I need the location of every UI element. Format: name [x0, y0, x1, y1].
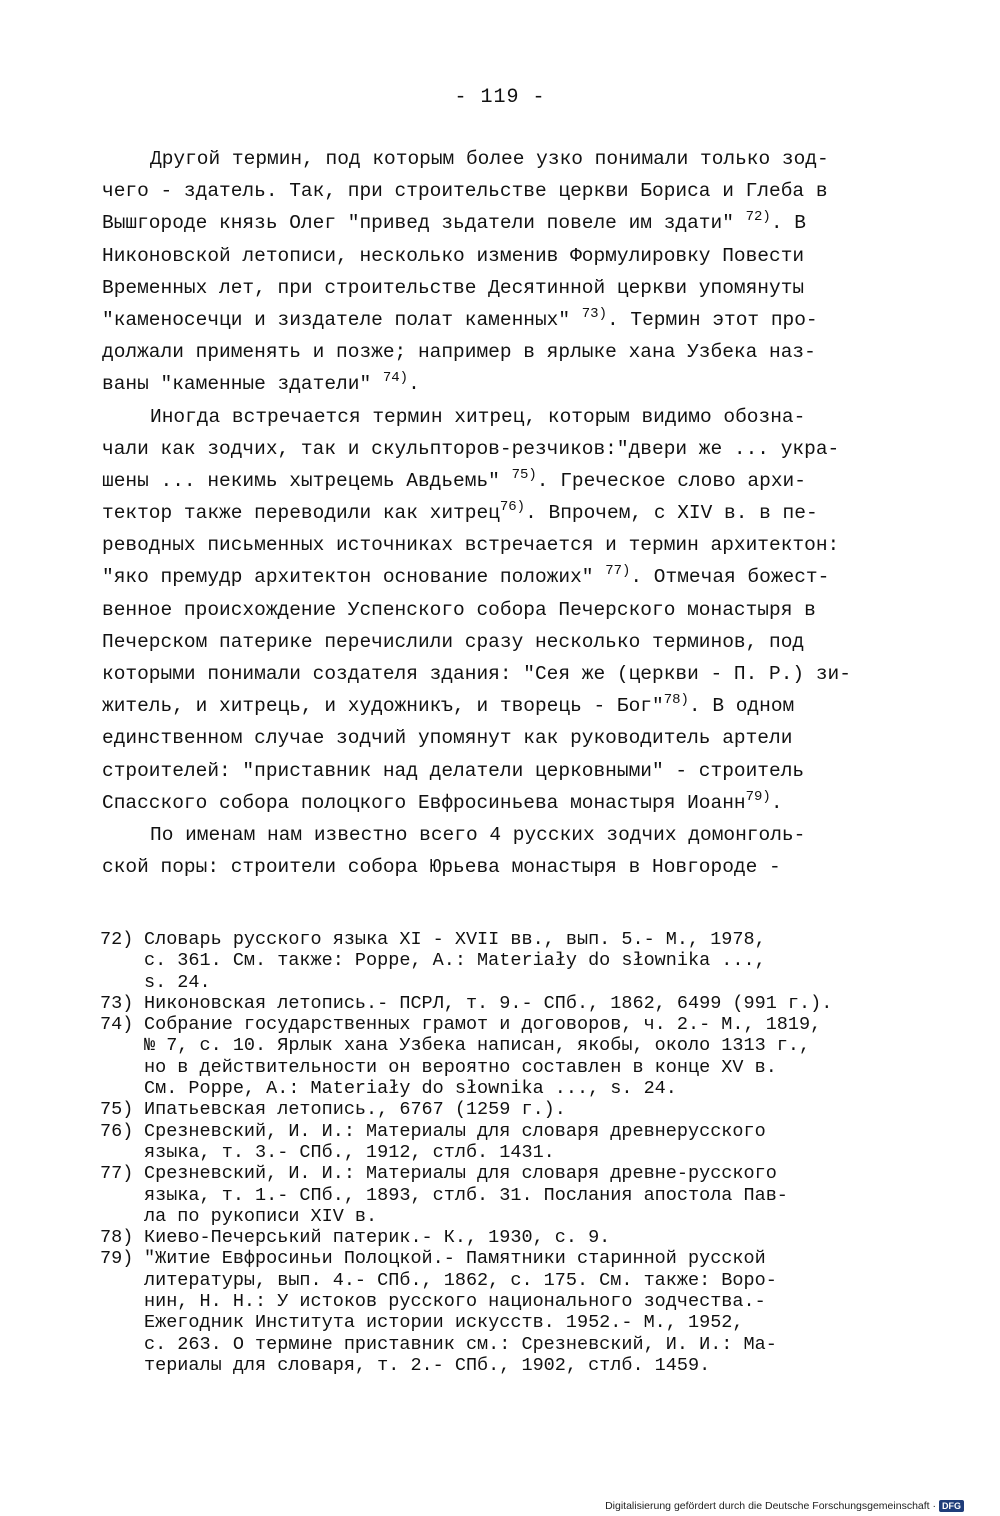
- footnote-line: Ежегодник Института истории искусств. 1952.- М., 1952,: [144, 1312, 744, 1334]
- footnote: [100, 1014, 920, 1099]
- text-line: [102, 304, 902, 336]
- footnote-reference: 73): [581, 305, 607, 322]
- text-line-content: строителей: "приставник над делатели церковными" - строитель: [102, 759, 805, 782]
- footnote: [100, 993, 920, 1014]
- text-line-content: Спасского собора полоцкого Евфросиньева монастыря Иоанн: [102, 791, 746, 814]
- text-line-content: венное происхождение Успенского собора Печерского монастыря в: [102, 598, 816, 621]
- text-line: [102, 561, 902, 593]
- footnote-line: Словарь русского языка XI - XVII вв., вып. 5.- М., 1978,: [144, 929, 766, 950]
- footnote-line: Срезневский, И. И.: Материалы для словаря древнерусского: [144, 1120, 766, 1142]
- footnote-text: [144, 929, 920, 993]
- footnote-line: Никоновская летопись.- ПСРЛ, т. 9.- СПб., 1862, 6499 (991 г.).: [144, 992, 833, 1014]
- footnote: [100, 1227, 920, 1248]
- text-line-content: . Греческое слово архи-: [536, 469, 806, 492]
- text-line: [102, 368, 902, 400]
- footnote-line: с. 361. См. также: Poppe, A.: Materiały do słownika ...,: [144, 950, 766, 972]
- text-line: [102, 207, 902, 239]
- footnote-text: [144, 1227, 920, 1248]
- footnote: [100, 929, 920, 993]
- text-line: [102, 690, 902, 722]
- text-line-content: реводных письменных источниках встречается и термин архитектон:: [102, 534, 840, 557]
- text-line-content: шены ... некимь хытрецемь Авдьемь": [102, 469, 512, 492]
- text-line-content: Иногда встречается термин хитрец, которым видимо обозна-: [150, 405, 806, 428]
- text-line-content: чего - здатель. Так, при строительстве церкви Бориса и Глеба в: [102, 180, 828, 203]
- text-line-content: "яко премудр архитектон основание положих": [102, 566, 606, 589]
- text-line-content: . В: [770, 212, 806, 235]
- text-line-content: чали как зодчих, так и скульпторов-резчиков:"двери же ... укра-: [102, 437, 840, 460]
- footnote-number: 74): [100, 1014, 134, 1036]
- text-line-content: "каменосечци и зиздателе полат каменных": [102, 308, 582, 331]
- footnote-line: Срезневский, И. И.: Материалы для словаря древне-русского: [144, 1163, 777, 1185]
- footnote: [100, 1121, 920, 1164]
- footnote-text: [144, 1248, 920, 1376]
- text-line-content: .: [770, 791, 783, 814]
- text-line: [102, 175, 902, 207]
- footnote-line: Собрание государственных грамот и договоров, ч. 2.- М., 1819,: [144, 1014, 822, 1036]
- footnote: [100, 1248, 920, 1376]
- text-line: [102, 240, 902, 272]
- footnote-number: 72): [100, 929, 134, 950]
- footnote-text: [144, 1014, 920, 1099]
- text-line-content: Другой термин, под которым более узко понимали только зод-: [150, 148, 829, 170]
- digitization-credit: [605, 1500, 964, 1512]
- footnote-line: s. 24.: [144, 971, 211, 993]
- text-line: [102, 851, 902, 883]
- footnote-number: 78): [100, 1227, 134, 1249]
- footnote-line: Ипатьевская летопись., 6767 (1259 г.).: [144, 1099, 566, 1121]
- page-number: - 119 -: [454, 86, 546, 109]
- text-line-content: житель, и хитрець, и художникъ, и творець - Бог": [102, 695, 664, 718]
- footnote-line: См. Poppe, A.: Materiały do słownika ..., s. 24.: [144, 1078, 677, 1100]
- text-line: [102, 658, 902, 690]
- text-line: [102, 819, 902, 851]
- text-line-content: Временных лет, при строительстве Десятинной церкви упомянуты: [102, 276, 805, 299]
- text-line-content: По именам нам известно всего 4 русских зодчих домонголь-: [150, 823, 806, 846]
- footnotes: [100, 929, 920, 1376]
- text-line-content: Печерском патерике перечислили сразу несколько терминов, под: [102, 630, 805, 653]
- footnote-line: но в действительности он вероятно составлен в конце XV в.: [144, 1056, 777, 1078]
- footnote-line: "Житие Евфросиньи Полоцкой.- Памятники старинной русской: [144, 1248, 766, 1270]
- footnote-number: 75): [100, 1099, 134, 1121]
- text-line: [102, 529, 902, 561]
- footnote-line: Киево-Печерський патерик.- К., 1930, с. 9.: [144, 1227, 611, 1249]
- footnote-number: 73): [100, 992, 134, 1014]
- text-line-content: тектор также переводили как хитрец: [102, 502, 500, 525]
- text-line: [102, 755, 902, 787]
- text-line-content: . Впрочем, с XIV в. в пе-: [525, 502, 818, 525]
- footnote-text: [144, 993, 920, 1014]
- text-line: [102, 465, 902, 497]
- text-line: [102, 336, 902, 368]
- text-line-content: должали применять и позже; например в ярлыке хана Узбека наз-: [102, 341, 816, 364]
- text-line: [102, 787, 902, 819]
- text-line: [102, 272, 902, 304]
- text-line-content: .: [408, 373, 420, 396]
- text-line-content: Вышгороде князь Олег "привед зьдатели повеле им здати": [102, 212, 746, 235]
- dfg-logo: DFG: [939, 1500, 964, 1512]
- text-line: [102, 401, 902, 433]
- text-line: [102, 143, 902, 175]
- footnote-reference: 76): [499, 499, 526, 516]
- text-line: [102, 626, 902, 658]
- footnote-line: литературы, вып. 4.- СПб., 1862, с. 175. См. также: Воро-: [144, 1269, 777, 1291]
- text-line-content: ской поры: строители собора Юрьева монастыря в Новгороде -: [102, 856, 781, 879]
- footnote-reference: 78): [663, 692, 689, 709]
- footnote-reference: 79): [745, 788, 771, 805]
- text-line: [102, 433, 902, 465]
- footnote-reference: 77): [605, 563, 631, 580]
- footnote-reference: 72): [745, 209, 771, 226]
- footnote-number: 77): [100, 1163, 134, 1185]
- text-line-content: единственном случае зодчий упомянут как руководитель артели: [102, 727, 793, 750]
- footnote-line: ла по рукописи XIV в.: [144, 1205, 378, 1227]
- text-line-content: . Отмечая божест-: [630, 566, 830, 589]
- credit-text: Digitalisierung gefördert durch die Deutsche Forschungsgemeinschaft ·: [605, 1500, 936, 1512]
- text-line-content: . В одном: [688, 695, 795, 718]
- footnote-text: [144, 1121, 920, 1164]
- footnote-line: № 7, с. 10. Ярлык хана Узбека написан, якобы, около 1313 г.,: [144, 1035, 811, 1057]
- footnote-text: [144, 1163, 920, 1227]
- text-line-content: Никоновской летописи, несколько изменив Формулировку Повести: [102, 244, 805, 267]
- footnote-reference: 75): [511, 466, 537, 483]
- footnote-number: 79): [100, 1248, 134, 1270]
- text-line-content: которыми понимали создателя здания: "Сея же (церкви - П. Р.) зи-: [102, 663, 851, 685]
- footnote-reference: 74): [382, 370, 409, 387]
- footnote-line: териалы для словаря, т. 2.- СПб., 1902, стлб. 1459.: [144, 1354, 711, 1376]
- footnote-number: 76): [100, 1120, 134, 1142]
- footnote-line: с. 263. О термине приставник см.: Срезневский, И. И.: Ма-: [144, 1333, 777, 1355]
- footnote: [100, 1163, 920, 1227]
- footnote-line: нин, Н. Н.: У истоков русского национального зодчества.-: [144, 1291, 766, 1313]
- footnote-line: языка, т. 1.- СПб., 1893, стлб. 31. Послания апостола Пав-: [144, 1184, 788, 1206]
- footnote-text: [144, 1099, 920, 1120]
- text-line-content: . Термин этот про-: [607, 308, 818, 331]
- text-line: [102, 497, 902, 529]
- text-line: [102, 722, 902, 754]
- footnote-line: языка, т. 3.- СПб., 1912, стлб. 1431.: [144, 1141, 555, 1163]
- main-text: [102, 143, 902, 883]
- text-line-content: ваны "каменные здатели": [102, 373, 383, 396]
- text-line: [102, 594, 902, 626]
- footnote: [100, 1099, 920, 1120]
